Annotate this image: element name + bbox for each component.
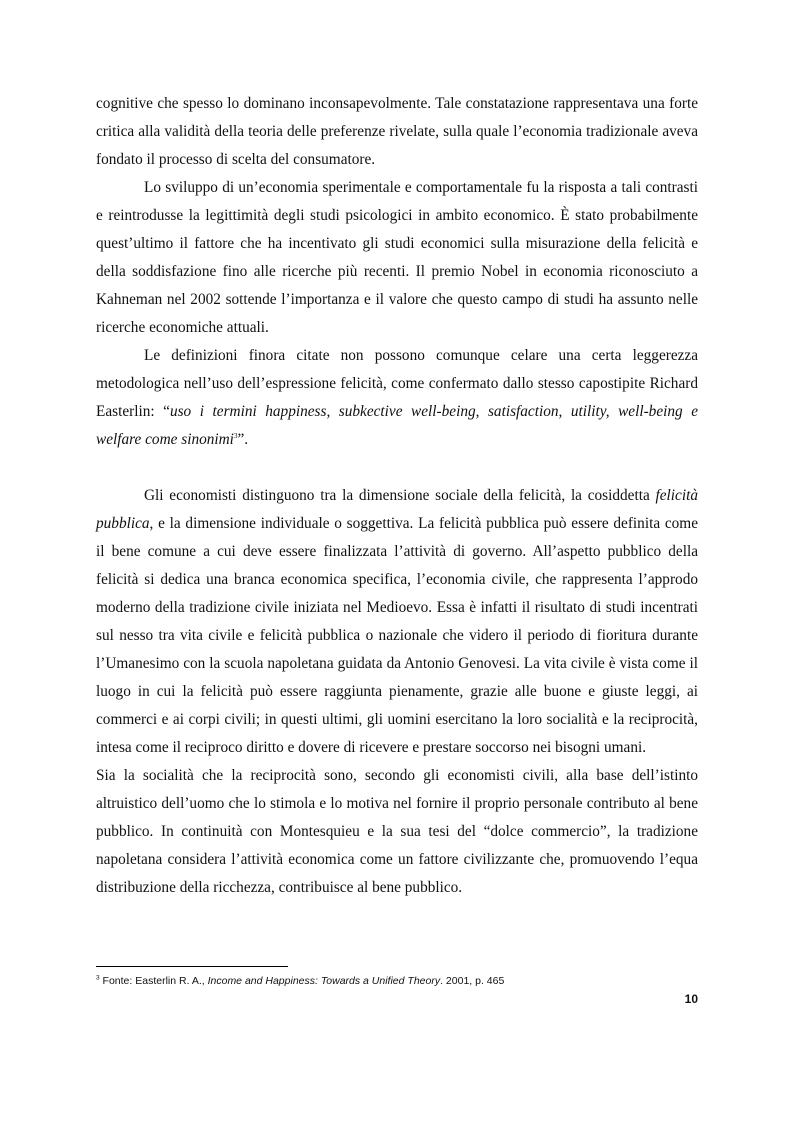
page-number: 10 bbox=[684, 992, 698, 1006]
paragraph-2: Lo sviluppo di un’economia sperimentale e comportamentale fu la risposta a tali contrasti e reintrodusse la legittimità degli studi psicologici in ambito economico. È stato probabilmente quest’ultimo il fattore che ha incentivato gli studi economici sulla misurazione della felicità e della soddisfazione fino alle ricerche più recenti. Il premio Nobel in economia riconosciuto a Kahneman nel 2002 sottende l’importanza e il valore che questo campo di studi ha assunto nelle ricerche economiche attuali. bbox=[96, 179, 698, 336]
paragraph-3-tail: ”. bbox=[237, 431, 249, 448]
public-happiness-term: felicità pubblica bbox=[96, 487, 698, 532]
paragraph-1: cognitive che spesso lo dominano inconsapevolmente. Tale constatazione rappresentava una forte critica alla validità della teoria delle preferenze rivelate, sulla quale l’economia tradizionale aveva fondato il processo di scelta del consumatore. bbox=[96, 95, 698, 168]
paragraph-4-tail: , e la dimensione individuale o soggettiva. La felicità pubblica può essere definita come il bene comune a cui deve essere finalizzata l’attività di governo. All’aspetto pubblico della felicità si dedica una branca economica specifica, l’economia civile, che rappresenta l’approdo moderno della tradizione civile iniziata nel Medioevo. Essa è infatti il risultato di studi incentrati sul nesso tra vita civile e felicità pubblica o nazionale che videro il periodo di fioritura durante l’Umanesimo con la scuola napoletana guidata da Antonio Genovesi. La vita civile è vista come il luogo in cui la felicità può essere raggiunta pienamente, grazie alle buone e giuste leggi, ai commerci e ai corpi civili; in questi ultimi, gli uomini esercitano la loro socialità e la reciprocità, intesa come il reciproco diritto e dovere di ricevere e prestare soccorso nei bisogni umani. bbox=[96, 515, 698, 756]
paragraph-4-lead: Gli economisti distinguono tra la dimensione sociale della felicità, la cosiddetta bbox=[144, 487, 656, 504]
footnote-divider bbox=[96, 966, 288, 967]
easterlin-quote: uso i termini happiness, subkective well-being, satisfaction, utility, well-being e welfare come sinonimi bbox=[96, 403, 698, 448]
paragraph-5: Sia la socialità che la reciprocità sono, secondo gli economisti civili, alla base dell’istinto altruistico dell’uomo che lo stimola e lo motiva nel fornire il proprio personale contributo al bene pubblico. In continuità con Montesquieu e la sua tesi del “dolce commercio”, la tradizione napoletana considera l’attività economica come un fattore civilizzante che, promuovendo l’equa distribuzione della ricchezza, contribuisce al bene pubblico. bbox=[96, 767, 698, 896]
footnote-lead: Fonte: Easterlin R. A., bbox=[99, 975, 208, 987]
footnote-number: 3 bbox=[96, 974, 100, 982]
paragraph-3-lead: Le definizioni finora citate non possono comunque celare una certa leggerezza metodologica nell’uso dell’espressione felicità, come confermato dallo stesso capostipite Richard Easterlin: “ bbox=[96, 347, 698, 420]
paragraph-gap bbox=[96, 454, 698, 482]
main-text bbox=[96, 90, 698, 902]
paragraph-3 bbox=[96, 342, 698, 454]
footnote-reference[interactable]: 3 bbox=[233, 431, 238, 440]
footnote-title: Income and Happiness: Towards a Unified Theory bbox=[207, 975, 441, 987]
paragraph-4 bbox=[96, 482, 698, 762]
footnote bbox=[96, 974, 698, 988]
footnote-tail: . 2001, p. 465 bbox=[440, 975, 505, 987]
